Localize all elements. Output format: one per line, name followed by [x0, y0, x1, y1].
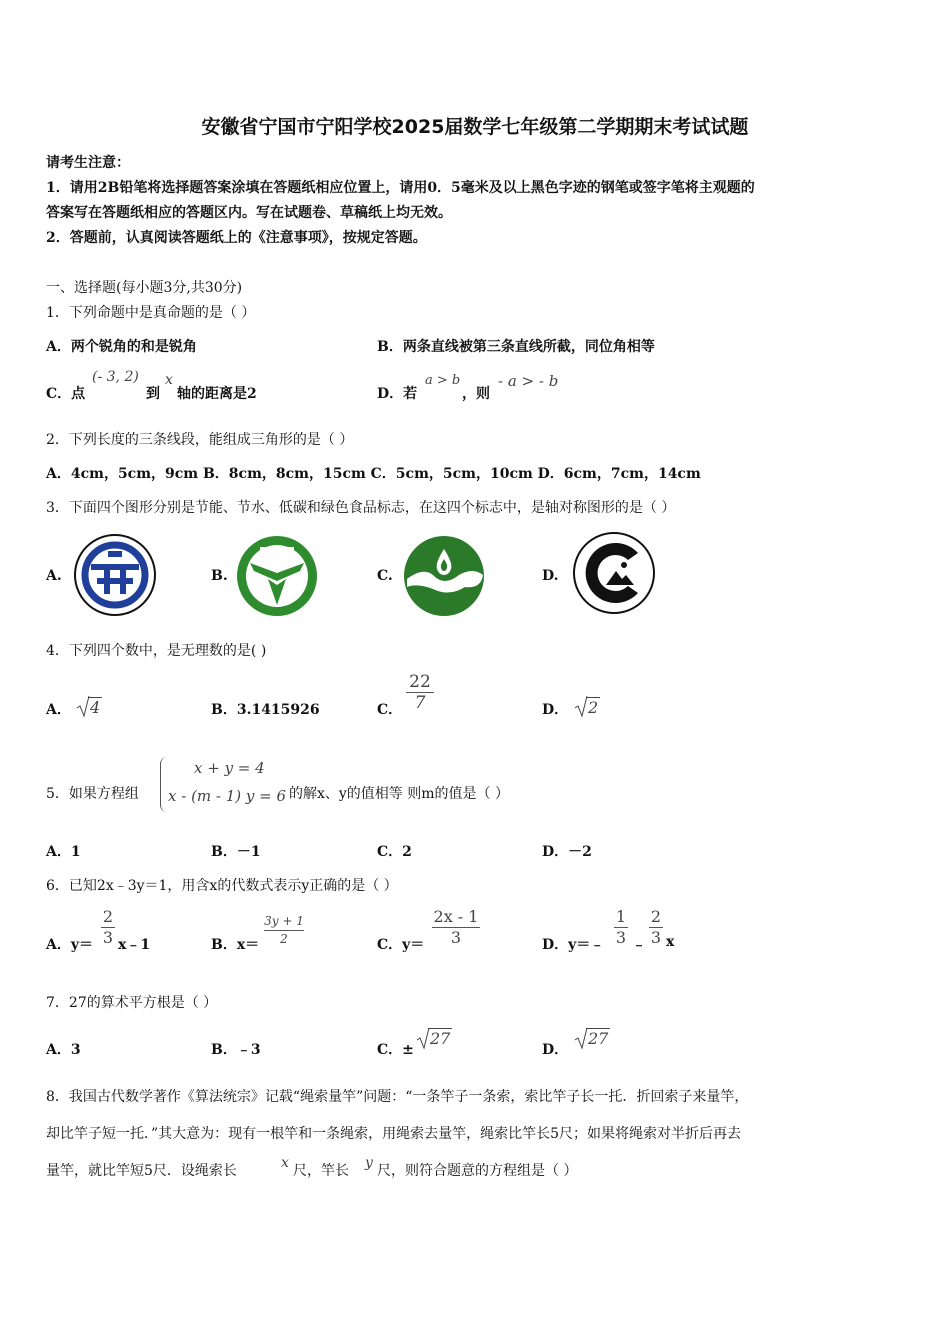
q6-c-denominator: 3	[450, 928, 462, 947]
q3-label-c: C.	[377, 568, 393, 584]
q6-d-prefix: D．y＝﹣	[542, 937, 605, 953]
q5-stem-suffix: 的解x、y的值相等 则m的值是（ ）	[289, 786, 509, 802]
q5-option-d: D．－2	[542, 844, 592, 860]
q7-d-radicand: 27	[588, 1029, 609, 1048]
q3-stem: 3．下面四个图形分别是节能、节水、低碳和绿色食品标志，在这四个标志中，是轴对称图形的是（ ）	[46, 500, 676, 516]
q8-variable-x: x	[281, 1155, 289, 1171]
q1-option-d-prefix: D．若	[377, 386, 418, 402]
q6-d-numerator-1: 1	[615, 907, 627, 926]
q6-c-fraction	[432, 908, 480, 947]
q1-option-d-mid: ，则	[462, 386, 490, 402]
q6-d-suffix: x	[666, 934, 675, 950]
q6-a-denominator: 3	[102, 928, 114, 947]
q6-c-numerator: 2x - 1	[433, 907, 479, 926]
green-food-logo	[572, 531, 656, 615]
q1-option-c-suffix: 轴的距离是2	[177, 386, 257, 402]
q4-d-radicand: 2	[588, 698, 599, 717]
q8-variable-y: y	[365, 1155, 373, 1171]
q5-option-c: C．2	[377, 844, 412, 860]
q4-label-a: A．	[46, 702, 71, 718]
q6-b-numerator: 3y + 1	[264, 914, 304, 928]
q1-option-a: A．两个锐角的和是锐角	[46, 339, 197, 355]
q7-option-a: A．3	[46, 1042, 81, 1058]
notice-line-1: 1．请用2B铅笔将选择题答案涂填在答题纸相应位置上，请用0．5毫米及以上黑色字迹的钢笔或签字笔将主观题的	[46, 180, 755, 196]
q2-stem: 2．下列长度的三条线段，能组成三角形的是（ ）	[46, 432, 354, 448]
q8-line-3-prefix: 量竿，就比竿短5尺．设绳索长	[46, 1163, 237, 1179]
notice-line-3: 2．答题前，认真阅读答题纸上的《注意事项》，按规定答题。	[46, 230, 427, 246]
q7-option-b: B．﹣3	[211, 1042, 261, 1058]
q6-b-prefix: B．x＝	[211, 937, 260, 953]
q6-d-minus: ﹣	[632, 937, 646, 953]
system-brace	[160, 757, 167, 812]
q4-stem: 4．下列四个数中，是无理数的是( )	[46, 643, 267, 659]
q5-stem-prefix: 5．如果方程组	[46, 786, 139, 802]
q6-d-fraction-1	[614, 908, 628, 947]
q8-line-1: 8．我国古代数学著作《算法统宗》记载“绳索量竿”问题：“一条竿子一条索，索比竿子长一托．折回索子来量竿，	[46, 1089, 749, 1105]
q6-d-denominator-1: 3	[615, 928, 627, 947]
low-carbon-logo	[403, 535, 485, 617]
q6-a-numerator: 2	[102, 907, 114, 926]
q1-stem: 1．下列命题中是真命题的是（ ）	[46, 305, 256, 321]
q2-options: A．4cm，5cm，9cm B．8cm，8cm，15cm C．5cm，5cm，10cm D．6cm，7cm，14cm	[46, 466, 701, 482]
q4-c-denominator: 7	[414, 693, 426, 713]
water-saving-logo	[236, 535, 318, 617]
q6-d-fraction-2	[649, 908, 663, 947]
q5-option-a: A．1	[46, 844, 81, 860]
q5-equation-2: x - (m - 1) y = 6	[168, 787, 287, 805]
q3-label-b: B.	[211, 568, 228, 584]
q5-equation-1: x + y = 4	[194, 759, 265, 777]
q1-condition: a > b	[425, 373, 461, 388]
q3-label-a: A.	[46, 568, 62, 584]
q7-d-label: D．	[542, 1042, 569, 1058]
q6-c-prefix: C．y＝	[377, 937, 425, 953]
q1-result: - a > - b	[498, 372, 559, 390]
q4-c-fraction	[406, 673, 434, 712]
q6-d-denominator-2: 3	[650, 928, 662, 947]
q4-a-radicand: 4	[90, 698, 101, 717]
page-title: 安徽省宁国市宁阳学校2025届数学七年级第二学期期末考试试题	[201, 116, 749, 138]
q8-line-3-mid: 尺，竿长	[293, 1163, 349, 1179]
section-heading: 一、选择题(每小题3分,共30分)	[46, 280, 243, 296]
notice-line-2: 答案写在答题纸相应的答题区内。写在试题卷、草稿纸上均无效。	[46, 205, 452, 221]
notice-heading: 请考生注意：	[46, 155, 130, 171]
q6-a-prefix: A．y＝	[46, 937, 93, 953]
q1-option-c-prefix: C．点	[46, 386, 86, 402]
energy-saving-logo	[73, 533, 157, 617]
q6-b-fraction	[264, 914, 304, 947]
q6-stem: 6．已知2x﹣3y＝1，用含x的代数式表示y正确的是（ ）	[46, 878, 398, 894]
q7-c-radicand: 27	[430, 1029, 451, 1048]
q7-c-label: C．±	[377, 1042, 414, 1058]
q7-stem: 7．27的算术平方根是（ ）	[46, 995, 218, 1011]
q4-label-c: C．	[377, 702, 403, 718]
q4-option-b: B．3.1415926	[211, 702, 320, 718]
q5-option-b: B．－1	[211, 844, 261, 860]
q6-d-numerator-2: 2	[650, 907, 662, 926]
q6-a-fraction	[101, 908, 115, 947]
q1-axis-x: x	[165, 372, 173, 388]
q6-a-suffix: x﹣1	[118, 937, 151, 953]
q8-line-3-suffix: 尺，则符合题意的方程组是（ ）	[377, 1163, 578, 1179]
q8-line-2: 却比竿子短一托．”其大意为：现有一根竿和一条绳索，用绳索去量竿，绳索比竿长5尺；如果将绳索对半折后再去	[46, 1126, 742, 1142]
q4-c-numerator: 22	[409, 672, 431, 692]
q6-b-denominator: 2	[280, 932, 288, 946]
q3-label-d: D.	[542, 568, 559, 584]
q1-option-b: B．两条直线被第三条直线所截，同位角相等	[377, 339, 655, 355]
q4-label-d: D．	[542, 702, 569, 718]
fraction-bar	[264, 930, 304, 931]
q1-option-c-mid: 到	[146, 386, 160, 402]
q1-point: (- 3, 2)	[92, 369, 139, 385]
